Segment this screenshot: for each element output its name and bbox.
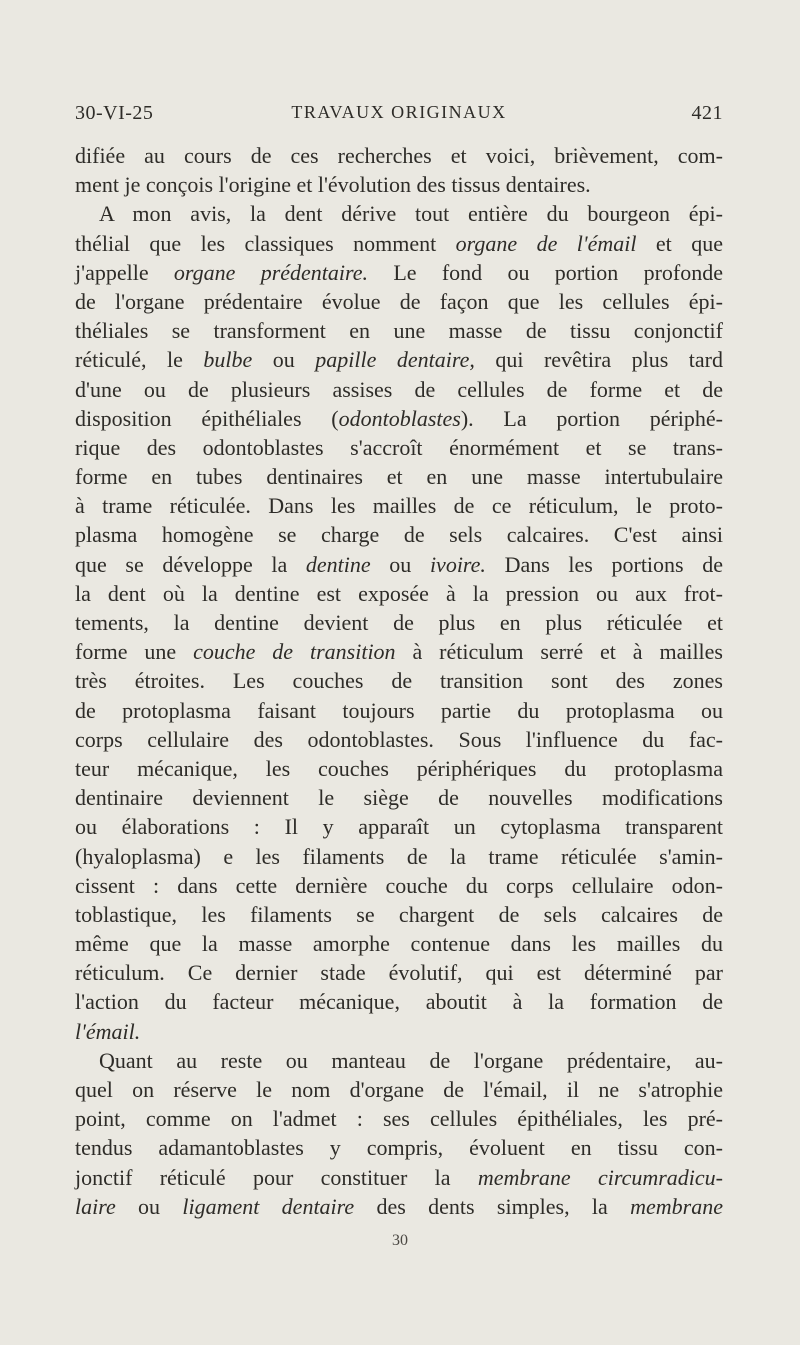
- text-line: [75, 141, 723, 170]
- italic-term: ivoire.: [429, 551, 486, 577]
- text-run: plasma homogène se charge de sels calcaires. C'est ainsi: [75, 522, 723, 548]
- text-run: disposition épithéliales (: [75, 405, 339, 431]
- text-line: [75, 1046, 723, 1075]
- body-text: [75, 141, 723, 1221]
- text-run: toblastique, les filaments se chargent de sels calcaires de: [75, 901, 723, 927]
- text-line: [75, 666, 723, 695]
- text-line: [75, 1075, 723, 1104]
- text-line: [75, 375, 723, 404]
- text-run: ou: [370, 551, 430, 577]
- text-line: [75, 725, 723, 754]
- text-run: réticulum. Ce dernier stade évolutif, qui est déterminé par: [75, 960, 723, 986]
- text-line: [75, 871, 723, 900]
- text-line: [75, 783, 723, 812]
- text-line: [75, 491, 723, 520]
- text-run: thélial que les classiques nomment: [75, 230, 456, 256]
- text-line: [75, 316, 723, 345]
- text-run: forme en tubes dentinaires et en une masse intertubulaire: [75, 464, 723, 490]
- text-line: [75, 1192, 723, 1221]
- header-page-number: 421: [691, 102, 723, 124]
- italic-term: papille dentaire,: [315, 347, 475, 373]
- text-line: [75, 287, 723, 316]
- text-run: de l'organe prédentaire évolue de façon que les cellules épi-: [75, 288, 723, 314]
- text-run: Dans les portions de: [485, 551, 723, 577]
- italic-term: organe de l'émail: [455, 230, 637, 256]
- text-run: jonctif réticulé pour constituer la: [75, 1164, 478, 1190]
- text-run: qui revêtira plus tard: [474, 347, 723, 373]
- text-line: [75, 1104, 723, 1133]
- text-line: [75, 1017, 723, 1046]
- text-run: ). La portion périphé-: [460, 405, 723, 431]
- text-run: que se développe la: [75, 551, 306, 577]
- text-run: l'action du facteur mécanique, aboutit à la formation de: [75, 989, 723, 1015]
- text-run: difiée au cours de ces recherches et voici, brièvement, com-: [75, 143, 723, 168]
- text-line: [75, 637, 723, 666]
- text-run: d'une ou de plusieurs assises de cellules de forme et de: [75, 376, 723, 402]
- text-run: Le fond ou portion profonde: [368, 259, 723, 285]
- text-line: [75, 1163, 723, 1192]
- text-line: [75, 345, 723, 374]
- text-run: et que: [636, 230, 723, 256]
- text-run: réticulé, le: [75, 347, 204, 373]
- text-run: tendus adamantoblastes y compris, évoluent en tissu con-: [75, 1135, 723, 1161]
- text-run: j'appelle: [75, 259, 174, 285]
- italic-term: odontoblastes: [338, 405, 461, 431]
- text-line: [75, 520, 723, 549]
- text-run: théliales se transforment en une masse de tissu conjonctif: [75, 318, 723, 344]
- text-line: [75, 1133, 723, 1162]
- text-run: point, comme on l'admet : ses cellules épithéliales, les pré-: [75, 1106, 723, 1132]
- italic-term: organe prédentaire.: [173, 259, 369, 285]
- text-run: des dents simples, la: [354, 1193, 631, 1219]
- header-date: 30-VI-25: [75, 102, 154, 124]
- text-run: ou: [115, 1193, 183, 1219]
- text-line: [75, 462, 723, 491]
- text-run: à réticulum serré et à mailles: [395, 639, 723, 665]
- text-line: [75, 958, 723, 987]
- italic-term: bulbe: [203, 347, 253, 373]
- text-run: très étroites. Les couches de transition sont des zones: [75, 668, 723, 694]
- text-run: cissent : dans cette dernière couche du corps cellulaire odon-: [75, 872, 723, 898]
- text-line: [75, 170, 723, 199]
- text-run: à trame réticulée. Dans les mailles de ce réticulum, le proto-: [75, 493, 723, 519]
- italic-term: l'émail.: [75, 1018, 141, 1044]
- text-line: [75, 696, 723, 725]
- text-run: (hyaloplasma) e les filaments de la trame réticulée s'amin-: [75, 843, 723, 869]
- italic-term: membrane: [630, 1193, 724, 1219]
- text-run: Quant au reste ou manteau de l'organe prédentaire, au-: [99, 1047, 723, 1073]
- text-run: dentinaire deviennent le siège de nouvelles modifications: [75, 785, 723, 811]
- text-run: ou élaborations : Il y apparaît un cytoplasma transparent: [75, 814, 723, 840]
- text-line: [75, 754, 723, 783]
- text-line: [75, 812, 723, 841]
- signature-mark: 30: [392, 1232, 408, 1249]
- text-run: quel on réserve le nom d'organe de l'émail, il ne s'atrophie: [75, 1077, 723, 1102]
- text-line: [75, 258, 723, 287]
- header-section-title: TRAVAUX ORIGINAUX: [291, 102, 507, 122]
- text-line: [75, 199, 723, 228]
- text-run: ou: [252, 347, 316, 373]
- text-run: rique des odontoblastes s'accroît énormément et se trans-: [75, 434, 723, 460]
- italic-term: dentine: [305, 551, 371, 577]
- text-run: corps cellulaire des odontoblastes. Sous l'influence du fac-: [75, 726, 723, 752]
- text-line: [75, 550, 723, 579]
- text-line: [75, 929, 723, 958]
- text-line: [75, 579, 723, 608]
- text-line: [75, 842, 723, 871]
- text-line: [75, 608, 723, 637]
- text-line: [75, 987, 723, 1016]
- italic-term: membrane circumradicu-: [477, 1164, 724, 1190]
- text-line: [75, 900, 723, 929]
- text-run: A mon avis, la dent dérive tout entière du bourgeon épi-: [99, 201, 723, 227]
- text-line: [75, 229, 723, 258]
- text-run: la dent où la dentine est exposée à la pression ou aux frot-: [75, 580, 723, 606]
- text-run: ment je conçois l'origine et l'évolution des tissus dentaires.: [75, 172, 591, 198]
- italic-term: couche de transition: [193, 639, 396, 665]
- text-run: même que la masse amorphe contenue dans les mailles du: [75, 931, 723, 957]
- italic-term: ligament dentaire: [182, 1193, 355, 1219]
- text-run: forme une: [75, 639, 194, 665]
- running-head: [75, 102, 723, 132]
- text-run: de protoplasma faisant toujours partie du protoplasma ou: [75, 697, 723, 723]
- italic-term: laire: [75, 1193, 116, 1219]
- text-line: [75, 404, 723, 433]
- text-run: tements, la dentine devient de plus en plus réticulée et: [75, 610, 723, 635]
- text-line: [75, 433, 723, 462]
- text-run: teur mécanique, les couches périphériques du protoplasma: [75, 755, 723, 781]
